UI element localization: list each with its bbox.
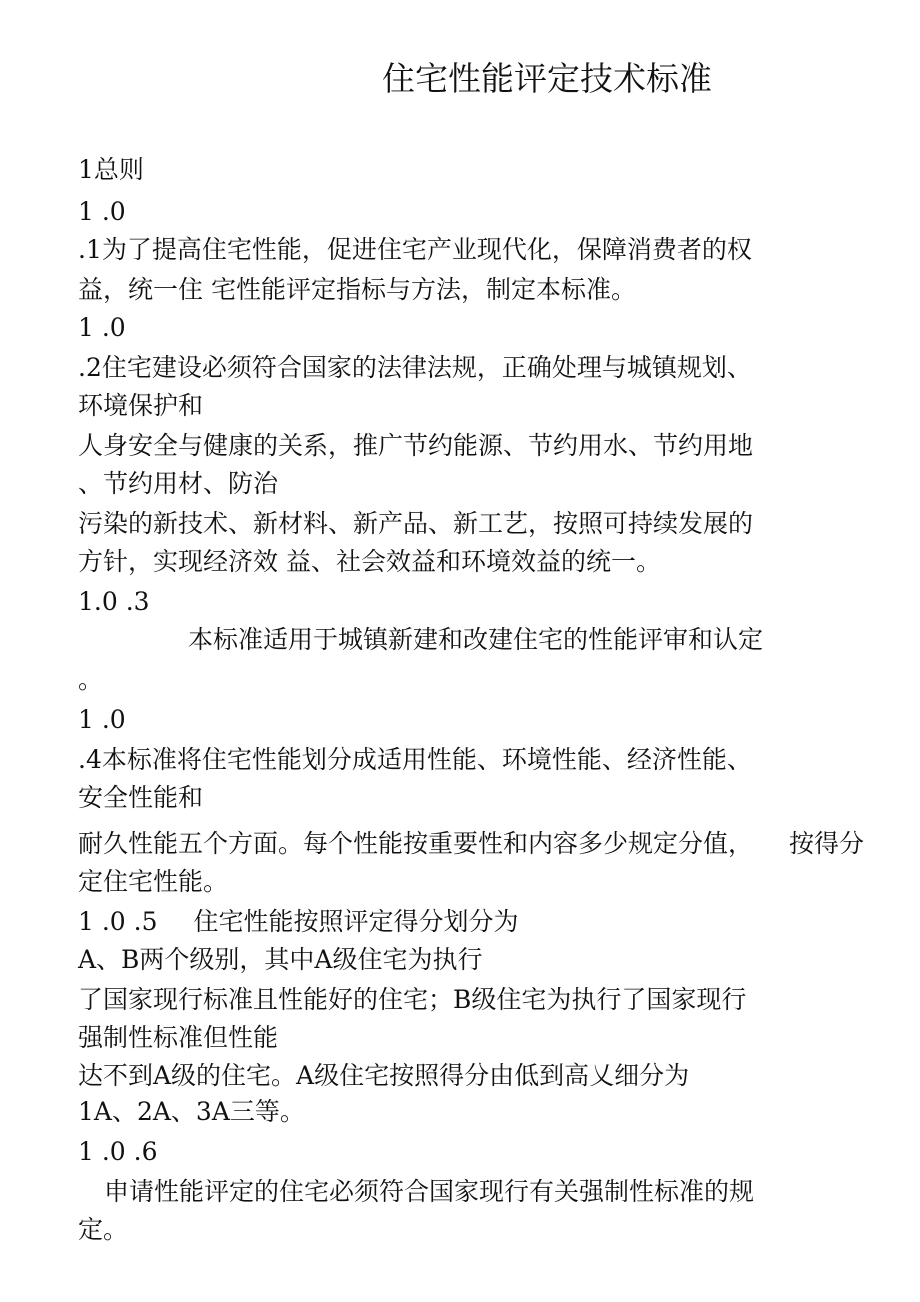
clause-number-1-0-3: 1.0 .3 bbox=[78, 587, 150, 616]
paragraph-line: 污染的新技术、新材料、新产品、新工艺，按照可持续发展的 bbox=[78, 509, 754, 538]
paragraph-line: 申请性能评定的住宅必须符合国家现行有关强制性标准的规 bbox=[104, 1177, 755, 1206]
paragraph-line: 本标准适用于城镇新建和改建住宅的性能评审和认定 bbox=[188, 625, 764, 654]
paragraph-run: 耐久性能五个方面。每个性能按重要性和内容多少规定分值， bbox=[78, 829, 754, 858]
paragraph-line: 1A、2A、3A三等。 bbox=[78, 1097, 305, 1126]
clause-number-1-0-5: 1 .0 .5 bbox=[78, 907, 158, 936]
paragraph-line: 。 bbox=[78, 665, 104, 694]
paragraph-line: A、B两个级别，其中A级住宅为执行 bbox=[78, 945, 483, 974]
clause-number-1-0-6: 1 .0 .6 bbox=[78, 1137, 158, 1166]
paragraph-line bbox=[78, 826, 864, 862]
paragraph-line: 人身安全与健康的关系，推广节约能源、节约用水、节约用地 bbox=[78, 431, 754, 460]
paragraph-run: 按得分 bbox=[789, 829, 865, 858]
paragraph-line: 、节约用材、防治 bbox=[78, 469, 279, 498]
paragraph-line: .4本标准将住宅性能划分成适用性能、环境性能、经济性能、 bbox=[78, 745, 752, 774]
paragraph-line: 了国家现行标准且性能好的住宅；B级住宅为执行了国家现行 bbox=[78, 985, 747, 1014]
clause-number-1-0-4: 1 .0 bbox=[78, 705, 126, 734]
paragraph-line: 定住宅性能。 bbox=[78, 867, 229, 896]
paragraph-line: 定。 bbox=[78, 1215, 129, 1244]
clause-5-line bbox=[78, 904, 519, 940]
paragraph-run: 住宅性能按照评定得分划分为 bbox=[193, 907, 519, 936]
paragraph-line: 安全性能和 bbox=[78, 783, 204, 812]
clause-number-1-0-1: 1 .0 bbox=[78, 197, 126, 226]
paragraph-line: .1为了提高住宅性能，促进住宅产业现代化，保障消费者的权 bbox=[78, 235, 752, 264]
paragraph-line: 环境保护和 bbox=[78, 391, 204, 420]
paragraph-line: 益，统一住 宅性能评定指标与方法，制定本标准。 bbox=[78, 275, 636, 304]
chapter-heading: 1总则 bbox=[78, 155, 144, 184]
clause-number-1-0-2: 1 .0 bbox=[78, 313, 126, 342]
paragraph-line: 达不到A级的住宅。A级住宅按照得分由低到高乂细分为 bbox=[78, 1061, 690, 1090]
paragraph-line: 方针，实现经济效 益、社会效益和环境效益的统一。 bbox=[78, 547, 661, 576]
paragraph-line: .2住宅建设必须符合国家的法律法规，正确处理与城镇规划、 bbox=[78, 353, 752, 382]
document-title: 住宅性能评定技术标准 bbox=[382, 59, 712, 98]
paragraph-line: 强制性标准但性能 bbox=[78, 1023, 279, 1052]
